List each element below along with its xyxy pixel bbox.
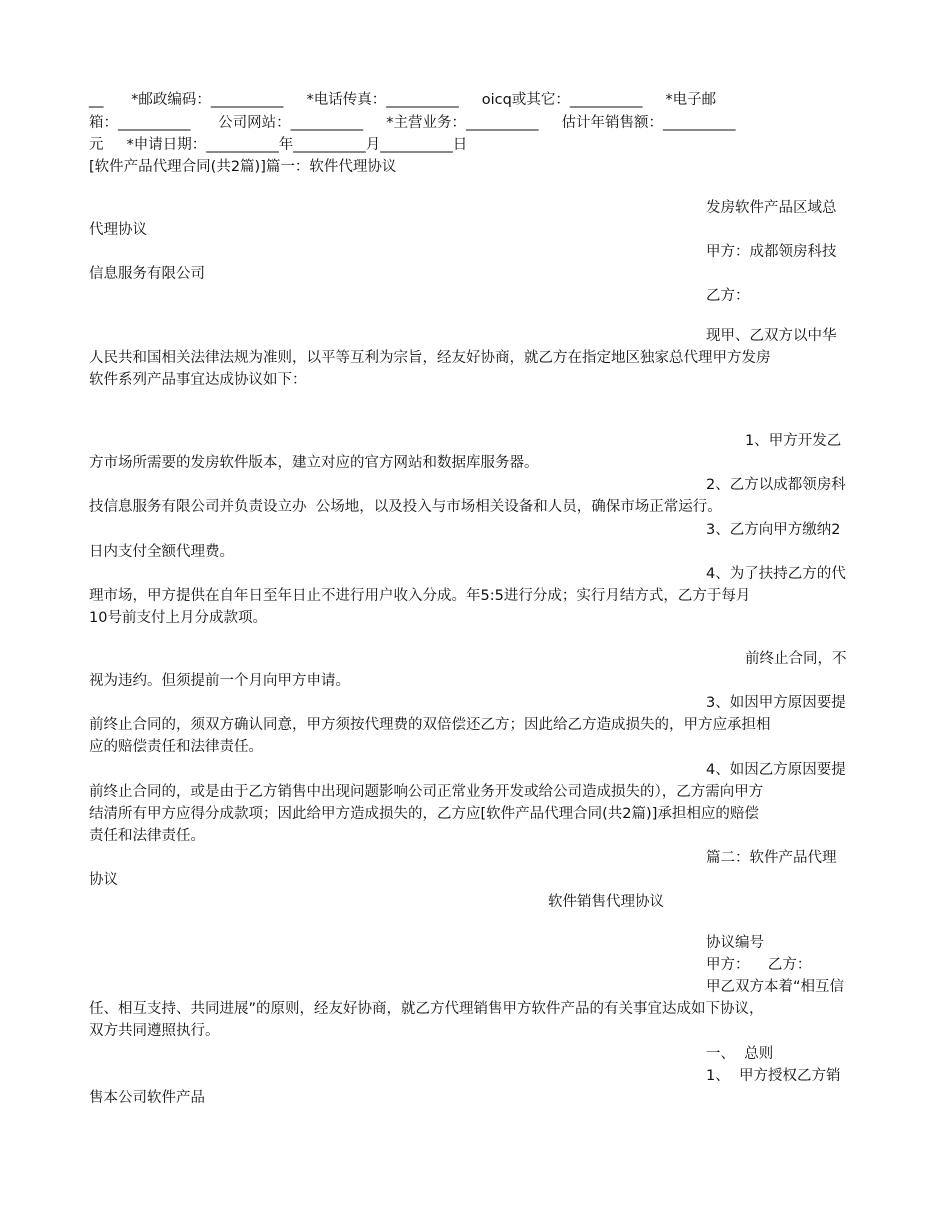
termination-3-line-1: 3、如因甲方原因要提 (706, 695, 846, 711)
part-two-heading-1: 篇二：软件产品代理 (706, 850, 837, 866)
general-clause-1-line-1: 1、 甲方授权乙方销 (706, 1068, 841, 1084)
clause-1-line-1: 1、甲方开发乙 (745, 433, 842, 449)
clause-3-line-1: 3、乙方向甲方缴纳2 (706, 522, 841, 538)
principle-line-2: 任、相互支持、共同进展”的原则，经友好协商，就乙方代理销售甲方软件产品的有关事宜达成如下协议， (89, 1001, 764, 1017)
clause-2-line-2: 技信息服务有限公司并负责设立办 公场地，以及投入与市场相关设备和人员，确保市场正常运行。 (89, 499, 722, 515)
part-two-heading-2: 协议 (89, 872, 118, 888)
principle-line-3: 双方共同遵照执行。 (89, 1023, 220, 1039)
agreement-title-part-1: 发房软件产品区域总 (706, 200, 837, 216)
termination-4-line-3: 结清所有甲方应得分成款项；因此给甲方造成损失的，乙方应[软件产品代理合同(共2篇)]承担相应的赔偿 (89, 806, 759, 822)
termination-4-line-4: 责任和法律责任。 (89, 828, 205, 844)
party-b-label: 乙方： (706, 288, 750, 304)
document-heading: [软件产品代理合同(共2篇)]篇一：软件代理协议 (89, 159, 397, 175)
sales-agreement-title: 软件销售代理协议 (548, 894, 664, 910)
preamble-line-2: 人民共和国相关法律法规为准则，以平等互利为宗旨，经友好协商，就乙方在指定地区独家总代理甲方发房 (89, 350, 771, 366)
clause-4-line-1: 4、为了扶持乙方的代 (706, 566, 846, 582)
general-clause-1-line-2: 售本公司软件产品 (89, 1090, 205, 1106)
clause-3-line-2: 日内支付全额代理费。 (89, 544, 234, 560)
principle-line-1: 甲乙双方本着“相互信 (706, 979, 845, 995)
termination-4-line-1: 4、如因乙方原因要提 (706, 762, 846, 778)
agreement-number-label: 协议编号 (706, 935, 764, 951)
general-provisions-heading: 一、 总则 (706, 1046, 774, 1062)
preamble-line-3: 软件系列产品事宜达成协议如下： (89, 372, 307, 388)
termination-line-1: 前终止合同，不 (745, 651, 847, 667)
clause-4-line-3: 10号前支付上月分成款项。 (89, 610, 267, 626)
party-a-part-2: 信息服务有限公司 (89, 266, 205, 282)
termination-line-2: 视为违约。但须提前一个月向甲方申请。 (89, 673, 350, 689)
clause-1-line-2: 方市场所需要的发房软件版本，建立对应的官方网站和数据库服务器。 (89, 455, 539, 471)
preamble-line-1: 现甲、乙双方以中华 (706, 328, 837, 344)
clause-4-line-2: 理市场，甲方提供在自年日至年日止不进行用户收入分成。年5:5进行分成；实行月结方式，乙方于每月 (89, 588, 751, 604)
applicant-info-line-3: 元 *申请日期：__________年__________月__________日 (89, 137, 468, 153)
party-a-part-1: 甲方：成都领房科技 (706, 244, 837, 260)
agreement-title-part-2: 代理协议 (89, 222, 147, 238)
applicant-info-line-1: __ *邮政编码：__________ *电话传真：__________ oicq或其它：__________ *电子邮 (89, 92, 717, 108)
termination-4-line-2: 前终止合同的，或是由于乙方销售中出现问题影响公司正常业务开发或给公司造成损失的），乙方需向甲方 (89, 784, 764, 800)
termination-3-line-2: 前终止合同的，须双方确认同意，甲方须按代理费的双倍偿还乙方；因此给乙方造成损失的，甲方应承担相 (89, 717, 771, 733)
termination-3-line-3: 应的赔偿责任和法律责任。 (89, 739, 263, 755)
parties-label: 甲方： 乙方： (706, 957, 812, 973)
applicant-info-line-2: 箱：__________ 公司网站：__________ *主营业务：__________ 估计年销售额：__________ (89, 115, 736, 131)
clause-2-line-1: 2、乙方以成都领房科 (706, 477, 846, 493)
